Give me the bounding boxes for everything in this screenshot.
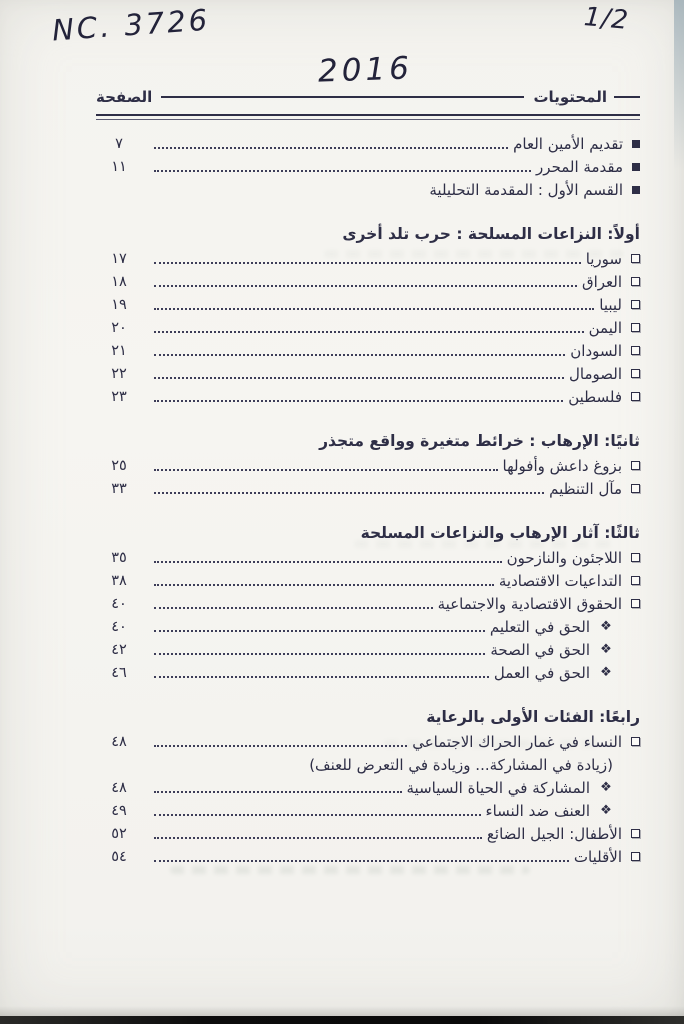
- toc-section: [96, 705, 640, 868]
- diamond-bullet-icon: ❖: [600, 619, 612, 634]
- dotted-leader: [154, 377, 564, 379]
- page-number: ٢٢: [111, 365, 127, 382]
- entry-label: فلسطين: [568, 387, 622, 406]
- dotted-leader: [154, 837, 482, 839]
- hollow-square-bullet-icon: [631, 369, 640, 378]
- toc-entry: [96, 592, 640, 615]
- toc-entry: [96, 385, 640, 408]
- entry-label: الأقليات: [573, 847, 622, 866]
- toc-section: [96, 429, 640, 500]
- page-number: ٢٥: [111, 457, 127, 474]
- page-number: ٢٣: [111, 388, 127, 405]
- toc-header: [96, 86, 640, 108]
- toc-section: [96, 132, 640, 201]
- dotted-leader: [154, 607, 433, 609]
- hollow-square-bullet-icon: [631, 346, 640, 355]
- dotted-leader: [154, 331, 584, 333]
- dotted-leader: [154, 400, 563, 402]
- header-rule: [161, 96, 524, 98]
- entry-label: الحقوق الاقتصادية والاجتماعية: [437, 594, 622, 613]
- entry-label: الحق في الصحة: [490, 640, 590, 659]
- toc-entry: [96, 339, 640, 362]
- handwritten-catalog-code: NC. 3726: [51, 2, 212, 48]
- dotted-leader: [154, 814, 481, 816]
- toc-entry: [96, 730, 640, 753]
- toc-section: [96, 521, 640, 684]
- page-number: ٣٥: [111, 549, 127, 566]
- hollow-square-bullet-icon: [631, 461, 640, 470]
- toc-entry: [96, 799, 640, 822]
- page-number: ٧: [115, 135, 123, 152]
- entry-label: الحق في التعليم: [489, 617, 590, 636]
- page-number: ١١: [111, 158, 127, 175]
- hollow-square-bullet-icon: [631, 392, 640, 401]
- toc-entry: [96, 615, 640, 638]
- toc-entry: [96, 155, 640, 178]
- page-number: ٣٣: [111, 480, 127, 497]
- entry-label: القسم الأول : المقدمة التحليلية: [429, 180, 623, 199]
- page-number: ٤٩: [111, 802, 127, 819]
- page-number: ٥٤: [111, 848, 127, 865]
- dotted-leader: [154, 492, 544, 494]
- scan-bottom-edge: [0, 1016, 684, 1024]
- hollow-square-bullet-icon: [631, 277, 640, 286]
- entry-label: السودان: [570, 341, 622, 360]
- section-title: رابعًا: الفئات الأولى بالرعاية: [426, 708, 640, 726]
- page-column-title: الصفحة: [96, 88, 153, 106]
- dotted-leader: [154, 653, 485, 655]
- page-number: ٢٠: [111, 319, 127, 336]
- toc-entry: [96, 132, 640, 155]
- toc-entry: [96, 546, 640, 569]
- toc-body: [96, 132, 640, 868]
- entry-label: مآل التنظيم: [549, 479, 622, 498]
- hollow-square-bullet-icon: [631, 576, 640, 585]
- header-double-rule: [96, 114, 640, 120]
- scan-edge-shadow: [674, 0, 684, 170]
- toc-entry: [96, 362, 640, 385]
- section-title: ثالثًا: آثار الإرهاب والنزاعات المسلحة: [360, 524, 640, 542]
- diamond-bullet-icon: ❖: [600, 665, 612, 680]
- entry-label: تقديم الأمين العام: [513, 134, 623, 153]
- toc-entry: [96, 178, 640, 201]
- entry-label: العنف ضد النساء: [485, 801, 590, 820]
- hollow-square-bullet-icon: [631, 553, 640, 562]
- toc-entry: [96, 477, 640, 500]
- entry-label: ليبيا: [599, 295, 622, 314]
- filled-square-bullet-icon: [632, 140, 640, 148]
- hollow-square-bullet-icon: [631, 852, 640, 861]
- page-number: ١٩: [111, 296, 127, 313]
- page-number: ٢١: [111, 342, 127, 359]
- entry-label: اليمن: [588, 318, 622, 337]
- page-number: ٤٦: [111, 664, 127, 681]
- hollow-square-bullet-icon: [631, 300, 640, 309]
- toc-entry: [96, 293, 640, 316]
- entry-label: العراق: [581, 272, 622, 291]
- dotted-leader: [154, 285, 577, 287]
- entry-label: التداعيات الاقتصادية: [498, 571, 622, 590]
- page-number: ١٧: [111, 250, 127, 267]
- entry-label: (زيادة في المشاركة... وزيادة في التعرض للعنف): [309, 755, 613, 774]
- dotted-leader: [154, 630, 485, 632]
- diamond-bullet-icon: ❖: [600, 642, 612, 657]
- toc-entry: [96, 316, 640, 339]
- page-number: ٣٨: [111, 572, 127, 589]
- toc-entry: [96, 569, 640, 592]
- dotted-leader: [154, 469, 498, 471]
- handwritten-year: 2016: [317, 50, 414, 90]
- toc-entry: [96, 753, 640, 776]
- dotted-leader: [154, 561, 502, 563]
- hollow-square-bullet-icon: [631, 323, 640, 332]
- page-number: ٤٠: [111, 618, 127, 635]
- dotted-leader: [154, 354, 565, 356]
- toc-section: [96, 222, 640, 408]
- dotted-leader: [154, 860, 569, 862]
- toc-entry: [96, 661, 640, 684]
- page-number: ٤٢: [111, 641, 127, 658]
- section-title: ثانيًا: الإرهاب : خرائط متغيرة وواقع متجذر: [319, 432, 640, 450]
- section-title: أولاً: النزاعات المسلحة : حرب تلد أخرى: [342, 225, 640, 243]
- scan-bottom-shadow: [0, 1006, 684, 1016]
- dotted-leader: [154, 745, 407, 747]
- toc-content: [96, 86, 640, 868]
- dotted-leader: [154, 308, 594, 310]
- contents-title: المحتويات: [533, 88, 607, 106]
- entry-label: النساء في غمار الحراك الاجتماعي: [412, 732, 622, 751]
- hollow-square-bullet-icon: [631, 484, 640, 493]
- dotted-leader: [154, 262, 581, 264]
- toc-entry: [96, 776, 640, 799]
- hollow-square-bullet-icon: [631, 737, 640, 746]
- entry-label: مقدمة المحرر: [536, 157, 623, 176]
- page-number: ٤٨: [111, 733, 127, 750]
- page-number: ٤٠: [111, 595, 127, 612]
- dotted-leader: [154, 147, 508, 149]
- dotted-leader: [154, 791, 402, 793]
- dotted-leader: [154, 170, 531, 172]
- entry-label: المشاركة في الحياة السياسية: [406, 778, 590, 797]
- entry-label: الحق في العمل: [493, 663, 590, 682]
- entry-label: بزوغ داعش وأفولها: [502, 456, 622, 475]
- dotted-leader: [154, 584, 494, 586]
- hollow-square-bullet-icon: [631, 254, 640, 263]
- entry-label: الصومال: [569, 364, 622, 383]
- hollow-square-bullet-icon: [631, 829, 640, 838]
- diamond-bullet-icon: ❖: [600, 803, 612, 818]
- page-number: ١٨: [111, 273, 127, 290]
- toc-entry: [96, 822, 640, 845]
- diamond-bullet-icon: ❖: [600, 780, 612, 795]
- dotted-leader: [154, 676, 489, 678]
- hollow-square-bullet-icon: [631, 599, 640, 608]
- toc-entry: [96, 247, 640, 270]
- filled-square-bullet-icon: [632, 186, 640, 194]
- toc-entry: [96, 270, 640, 293]
- entry-label: الأطفال: الجيل الضائع: [486, 824, 622, 843]
- toc-entry: [96, 845, 640, 868]
- toc-entry: [96, 638, 640, 661]
- entry-label: سوريا: [585, 249, 622, 268]
- handwritten-page-fraction: 1/2: [582, 2, 631, 36]
- entry-label: اللاجئون والنازحون: [506, 548, 622, 567]
- toc-entry: [96, 454, 640, 477]
- page-number: ٤٨: [111, 779, 127, 796]
- header-dash-rule: [614, 96, 640, 98]
- page-number: ٥٢: [111, 825, 127, 842]
- filled-square-bullet-icon: [632, 163, 640, 171]
